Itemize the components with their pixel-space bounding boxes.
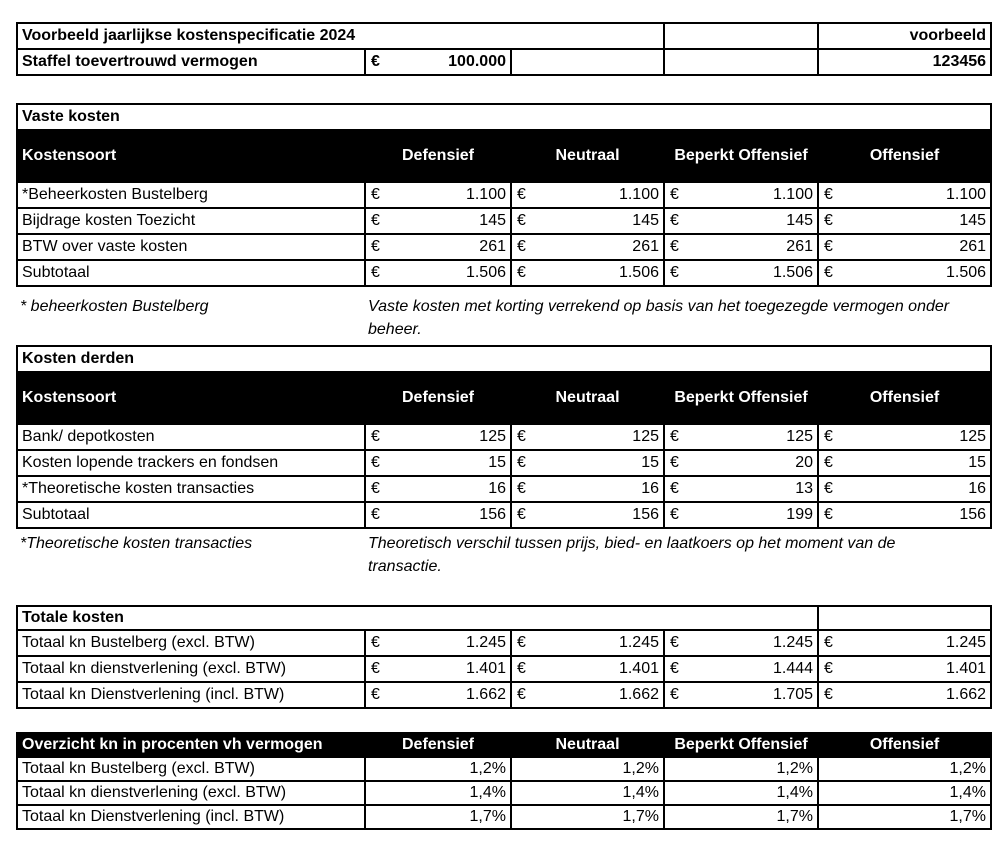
- column-header-offensief: Offensief: [818, 130, 991, 182]
- amount: 15: [641, 454, 659, 471]
- amount-cell: [365, 234, 511, 260]
- currency-symbol: €: [371, 660, 380, 677]
- amount: 145: [786, 212, 813, 229]
- amount: 15: [488, 454, 506, 471]
- amount-cell: [511, 182, 664, 208]
- currency-symbol: €: [670, 454, 679, 471]
- amount-cell: [664, 424, 818, 450]
- table-row: [17, 476, 991, 502]
- amount: 1.506: [465, 264, 506, 281]
- table-row: [17, 805, 991, 829]
- amount: 13: [795, 480, 813, 497]
- currency-symbol: €: [824, 264, 833, 281]
- amount-cell: [511, 234, 664, 260]
- row-label: Totaal kn dienstverlening (excl. BTW): [17, 656, 365, 682]
- row-label: Totaal kn Dienstverlening (incl. BTW): [17, 682, 365, 708]
- amount-cell: [664, 450, 818, 476]
- currency-symbol: €: [371, 454, 380, 471]
- currency-symbol: €: [824, 186, 833, 203]
- currency-symbol: €: [517, 186, 526, 203]
- row-label: Bank/ depotkosten: [17, 424, 365, 450]
- currency-symbol: €: [670, 506, 679, 523]
- amount-cell: [365, 656, 511, 682]
- empty-cell: [664, 23, 818, 49]
- amount: 1.245: [618, 634, 659, 651]
- amount-cell: [664, 260, 818, 286]
- currency-symbol: €: [824, 238, 833, 255]
- percentage: 1,2%: [511, 757, 664, 781]
- amount-cell: [818, 630, 991, 656]
- amount-cell: [818, 234, 991, 260]
- currency-symbol: €: [517, 454, 526, 471]
- row-label: Totaal kn Bustelberg (excl. BTW): [17, 630, 365, 656]
- amount-cell: [511, 424, 664, 450]
- amount-cell: [818, 260, 991, 286]
- amount: 125: [632, 428, 659, 445]
- amount: 199: [786, 506, 813, 523]
- totale-kosten-table: [16, 605, 992, 709]
- percentage: 1,4%: [365, 781, 511, 805]
- amount: 261: [479, 238, 506, 255]
- currency-symbol: €: [371, 238, 380, 255]
- currency-symbol: €: [517, 686, 526, 703]
- table-row: [17, 450, 991, 476]
- currency-symbol: €: [371, 264, 380, 281]
- amount-cell: [664, 630, 818, 656]
- subtotal-row: [17, 502, 991, 528]
- amount: 156: [959, 506, 987, 523]
- amount-cell: [664, 502, 818, 528]
- currency-symbol: €: [670, 480, 679, 497]
- amount-cell: [511, 656, 664, 682]
- amount: 1.662: [618, 686, 659, 703]
- currency-symbol: €: [517, 660, 526, 677]
- currency-symbol: €: [371, 480, 380, 497]
- percentage: 1,7%: [818, 805, 991, 829]
- footnote-label: *Theoretische kosten transacties: [20, 535, 253, 552]
- amount-cell: [365, 208, 511, 234]
- currency-symbol: €: [670, 634, 679, 651]
- amount-cell: [365, 424, 511, 450]
- table-row: [17, 208, 991, 234]
- currency-symbol: €: [371, 186, 380, 203]
- currency-symbol: €: [517, 428, 526, 445]
- currency-symbol: €: [670, 686, 679, 703]
- amount-cell: [664, 656, 818, 682]
- column-header-neutraal: Neutraal: [511, 733, 664, 757]
- amount: 1.100: [618, 186, 659, 203]
- currency-symbol: €: [371, 686, 380, 703]
- amount-cell: [365, 450, 511, 476]
- currency-symbol: €: [670, 428, 679, 445]
- currency-symbol: €: [670, 660, 679, 677]
- percentage: 1,4%: [511, 781, 664, 805]
- row-label: Totaal kn Dienstverlening (incl. BTW): [17, 805, 365, 829]
- amount-cell: [818, 182, 991, 208]
- footnote-text: Theoretisch verschil tussen prijs, bied- en laatkoers op het moment van de transactie.: [368, 535, 896, 575]
- amount: 125: [786, 428, 813, 445]
- currency-symbol: €: [517, 212, 526, 229]
- amount: 1.245: [945, 634, 987, 651]
- currency-symbol: €: [824, 480, 833, 497]
- currency-symbol: €: [371, 212, 380, 229]
- amount: 261: [959, 238, 987, 255]
- kosten-derden-table: [16, 345, 992, 529]
- amount-cell: [365, 476, 511, 502]
- amount: 1.506: [772, 264, 813, 281]
- currency-symbol: €: [824, 686, 833, 703]
- currency-symbol: €: [670, 238, 679, 255]
- document-title: Voorbeeld jaarlijkse kostenspecificatie 2024: [17, 23, 664, 49]
- column-header-beperkt-offensief: Beperkt Offensief: [664, 733, 818, 757]
- example-label: voorbeeld: [818, 23, 991, 49]
- amount: 16: [968, 480, 987, 497]
- amount: 125: [959, 428, 987, 445]
- amount: 156: [479, 506, 506, 523]
- amount: 20: [795, 454, 813, 471]
- column-header-beperkt-offensief: Beperkt Offensief: [664, 130, 818, 182]
- percentage: 1,7%: [511, 805, 664, 829]
- amount-cell: [818, 208, 991, 234]
- percentage: 1,7%: [664, 805, 818, 829]
- currency-symbol: €: [517, 264, 526, 281]
- amount: 1.444: [772, 660, 814, 677]
- table-row: [17, 757, 991, 781]
- row-label: *Theoretische kosten transacties: [17, 476, 365, 502]
- amount-cell: [818, 450, 991, 476]
- currency-symbol: €: [371, 634, 380, 651]
- row-label: *Beheerkosten Bustelberg: [17, 182, 365, 208]
- amount-cell: [365, 182, 511, 208]
- currency-symbol: €: [371, 506, 380, 523]
- amount-cell: [664, 234, 818, 260]
- row-label: Totaal kn Bustelberg (excl. BTW): [17, 757, 365, 781]
- vaste-kosten-table: [16, 103, 992, 287]
- header-table: [16, 22, 992, 76]
- column-header-kostensoort: Kostensoort: [17, 130, 365, 182]
- staffel-value-cell: [365, 49, 511, 75]
- amount: 261: [632, 238, 659, 255]
- table-row: [17, 630, 991, 656]
- amount: 261: [786, 238, 813, 255]
- staffel-value: 100.000: [448, 53, 506, 70]
- currency-symbol: €: [371, 53, 380, 70]
- percentage: 1,2%: [664, 757, 818, 781]
- amount: 1.100: [945, 186, 987, 203]
- currency-symbol: €: [670, 212, 679, 229]
- currency-symbol: €: [517, 634, 526, 651]
- amount-cell: [511, 208, 664, 234]
- currency-symbol: €: [517, 480, 526, 497]
- procenten-table: [16, 732, 992, 830]
- empty-cell: [664, 49, 818, 75]
- row-label: Kosten lopende trackers en fondsen: [17, 450, 365, 476]
- column-header-defensief: Defensief: [365, 130, 511, 182]
- section-title: Totale kosten: [17, 606, 818, 630]
- currency-symbol: €: [824, 634, 833, 651]
- table-row: [17, 182, 991, 208]
- currency-symbol: €: [670, 264, 679, 281]
- amount: 125: [479, 428, 506, 445]
- amount-cell: [818, 476, 991, 502]
- column-header-defensief: Defensief: [365, 372, 511, 424]
- amount-cell: [511, 260, 664, 286]
- amount: 1.705: [772, 686, 814, 703]
- amount-cell: [365, 682, 511, 708]
- amount-cell: [511, 476, 664, 502]
- column-header-beperkt-offensief: Beperkt Offensief: [664, 372, 818, 424]
- section-title: Kosten derden: [17, 346, 991, 372]
- amount-cell: [818, 502, 991, 528]
- amount: 1.506: [618, 264, 659, 281]
- amount-cell: [365, 260, 511, 286]
- amount-cell: [511, 630, 664, 656]
- row-label: Subtotaal: [17, 502, 365, 528]
- subtotal-row: [17, 260, 991, 286]
- column-header-defensief: Defensief: [365, 733, 511, 757]
- footnote-label: * beheerkosten Bustelberg: [20, 298, 209, 315]
- column-header-offensief: Offensief: [818, 733, 991, 757]
- amount-cell: [365, 502, 511, 528]
- amount-cell: [664, 682, 818, 708]
- amount: 145: [479, 212, 506, 229]
- amount-cell: [511, 502, 664, 528]
- amount: 1.401: [465, 660, 506, 677]
- row-label: Bijdrage kosten Toezicht: [17, 208, 365, 234]
- amount: 156: [632, 506, 659, 523]
- amount-cell: [818, 424, 991, 450]
- currency-symbol: €: [517, 238, 526, 255]
- currency-symbol: €: [824, 660, 833, 677]
- amount-cell: [818, 682, 991, 708]
- amount: 1.245: [465, 634, 506, 651]
- amount: 145: [632, 212, 659, 229]
- amount-cell: [818, 656, 991, 682]
- amount-cell: [664, 476, 818, 502]
- section-title: Vaste kosten: [17, 104, 991, 130]
- amount: 1.506: [945, 264, 987, 281]
- amount-cell: [664, 182, 818, 208]
- row-label: Subtotaal: [17, 260, 365, 286]
- amount: 1.662: [945, 686, 987, 703]
- column-header-neutraal: Neutraal: [511, 130, 664, 182]
- percentage: 1,4%: [664, 781, 818, 805]
- section-title: Overzicht kn in procenten vh vermogen: [17, 733, 365, 757]
- currency-symbol: €: [824, 428, 833, 445]
- percentage: 1,7%: [365, 805, 511, 829]
- amount: 1.245: [772, 634, 814, 651]
- table-row: [17, 424, 991, 450]
- column-header-kostensoort: Kostensoort: [17, 372, 365, 424]
- table-row: [17, 234, 991, 260]
- currency-symbol: €: [670, 186, 679, 203]
- column-header-neutraal: Neutraal: [511, 372, 664, 424]
- amount: 1.401: [618, 660, 659, 677]
- row-label: Totaal kn dienstverlening (excl. BTW): [17, 781, 365, 805]
- percentage: 1,2%: [365, 757, 511, 781]
- amount: 145: [959, 212, 987, 229]
- amount-cell: [511, 682, 664, 708]
- amount: 15: [968, 454, 987, 471]
- percentage: 1,2%: [818, 757, 991, 781]
- currency-symbol: €: [517, 506, 526, 523]
- client-number: 123456: [818, 49, 991, 75]
- amount: 1.100: [465, 186, 506, 203]
- amount: 1.662: [465, 686, 506, 703]
- table-row: [17, 656, 991, 682]
- currency-symbol: €: [824, 454, 833, 471]
- currency-symbol: €: [371, 428, 380, 445]
- amount: 1.100: [772, 186, 813, 203]
- staffel-label: Staffel toevertrouwd vermogen: [17, 49, 365, 75]
- table-row: [17, 781, 991, 805]
- amount-cell: [664, 208, 818, 234]
- table-row: [17, 682, 991, 708]
- amount-cell: [365, 630, 511, 656]
- amount-cell: [511, 450, 664, 476]
- amount: 16: [641, 480, 659, 497]
- currency-symbol: €: [824, 506, 833, 523]
- footnote-text: Vaste kosten met korting verrekend op basis van het toegezegde vermogen onder beheer.: [368, 298, 950, 338]
- amount: 16: [488, 480, 506, 497]
- percentage: 1,4%: [818, 781, 991, 805]
- empty-cell: [818, 606, 991, 630]
- amount: 1.401: [945, 660, 987, 677]
- row-label: BTW over vaste kosten: [17, 234, 365, 260]
- empty-cell: [511, 49, 664, 75]
- column-header-offensief: Offensief: [818, 372, 991, 424]
- currency-symbol: €: [824, 212, 833, 229]
